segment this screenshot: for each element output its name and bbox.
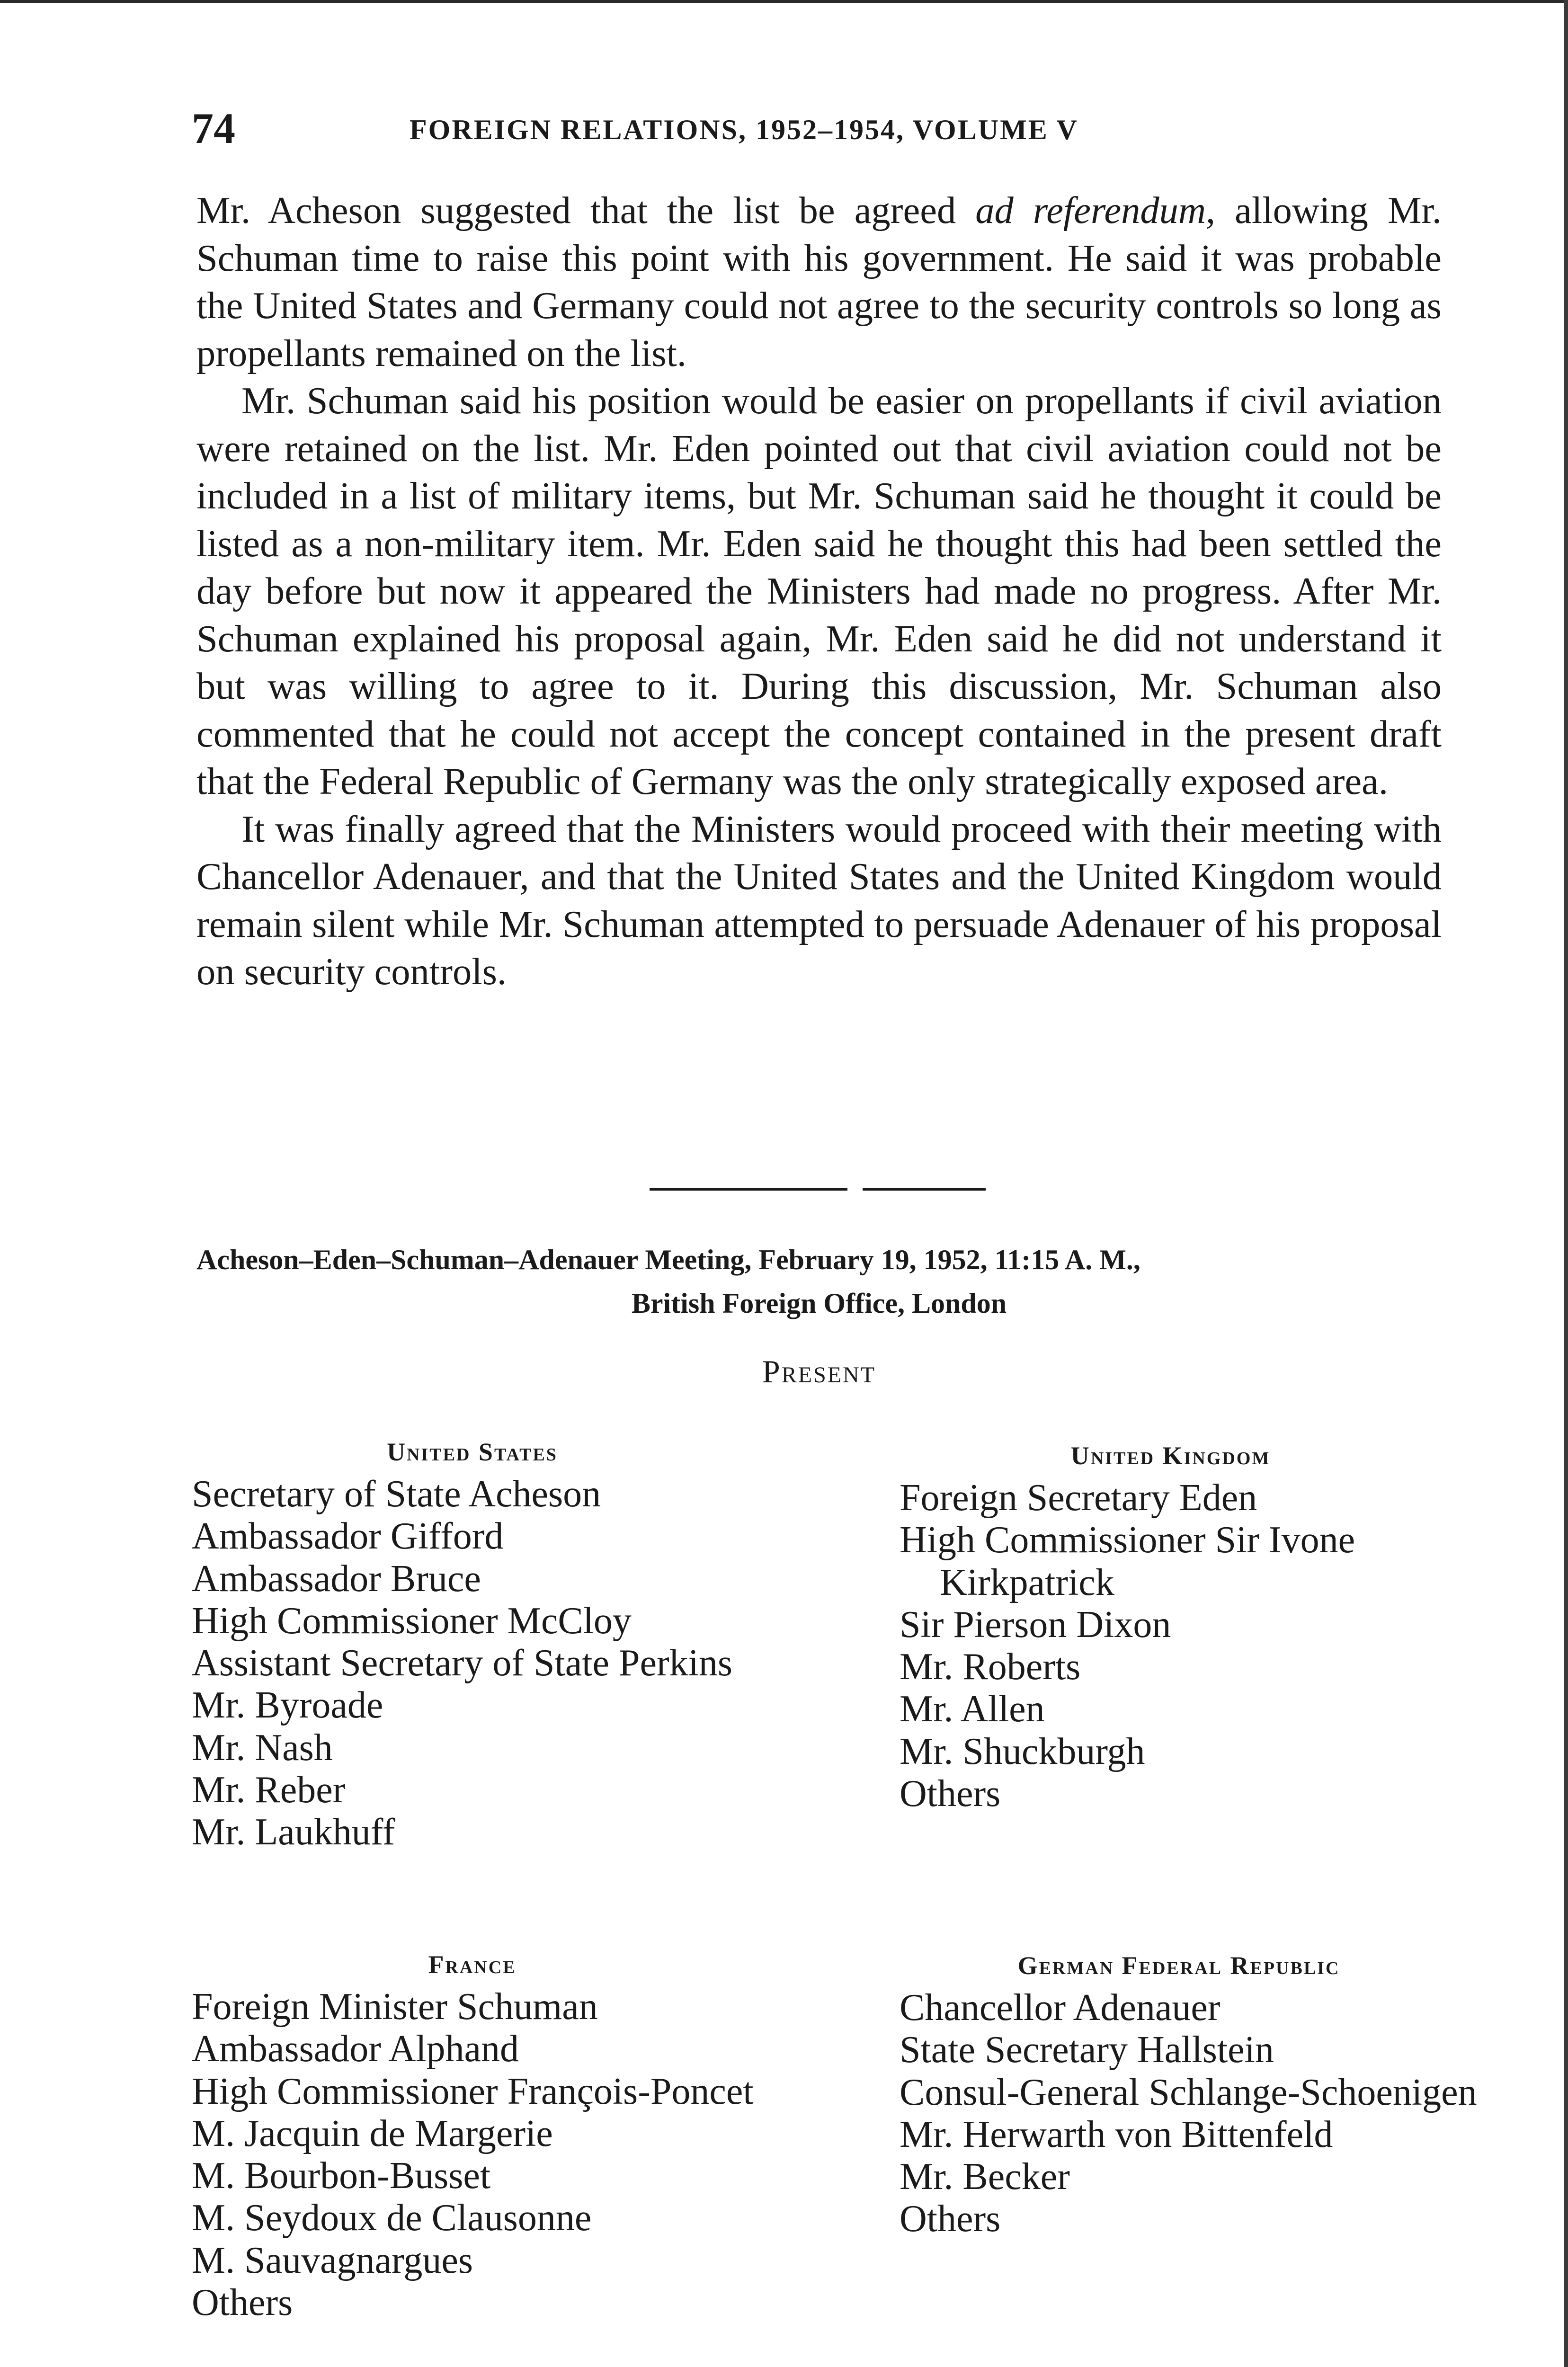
member-name: Chancellor Adenauer: [900, 1987, 1221, 2029]
member-name: High Commissioner McCloy: [192, 1600, 632, 1642]
page-right-edge: [1564, 0, 1568, 2367]
paragraph-1-italic: ad referendum: [975, 189, 1206, 231]
page-number: 74: [192, 104, 235, 152]
member-name: Mr. Becker: [900, 2156, 1070, 2198]
member-name: State Secretary Hallstein: [900, 2029, 1274, 2071]
member-name: Mr. Nash: [192, 1726, 333, 1769]
member-name: M. Seydoux de Clausonne: [192, 2197, 592, 2239]
delegation-german-federal-republic: [900, 1944, 1515, 2241]
present-label: Present: [762, 1353, 876, 1389]
member-name: M. Bourbon-Busset: [192, 2155, 491, 2197]
member-name: Foreign Secretary Eden: [900, 1477, 1257, 1519]
member-name: Secretary of State Acheson: [192, 1473, 601, 1515]
member-name: Ambassador Bruce: [192, 1557, 481, 1600]
member-name: Mr. Byroade: [192, 1684, 383, 1726]
meeting-heading-line-1: Acheson–Eden–Schuman–Adenauer Meeting, February 19, 1952, 11:15 A. M.,: [196, 1244, 1140, 1275]
member-name: Others: [900, 2198, 1001, 2240]
member-list: [192, 1986, 807, 2324]
paragraph-1-after: , allowing Mr. Schuman time to raise this point with his government. He said it was probable the United States and Germany could not agree to the security controls so long as propellants remained on the list.: [196, 189, 1442, 374]
member-name: Foreign Minister Schuman: [192, 1986, 598, 2028]
page-top-edge: [0, 0, 1568, 3]
section-separator-left: [650, 1188, 847, 1191]
member-name: Mr. Roberts: [900, 1646, 1081, 1688]
delegation-france: [192, 1943, 807, 2324]
delegation-title: United States: [387, 1438, 558, 1466]
member-name: Mr. Herwarth von Bittenfeld: [900, 2113, 1333, 2155]
meeting-heading: [196, 1238, 1442, 1325]
paragraph-1-before: Mr. Acheson suggested that the list be agreed: [196, 189, 976, 231]
member-name: Mr. Allen: [900, 1688, 1045, 1730]
member-name: Others: [900, 1773, 1001, 1815]
member-name: Mr. Shuckburgh: [900, 1730, 1145, 1772]
body-text: [196, 187, 1442, 996]
section-separator-right: [863, 1188, 986, 1191]
member-name: Mr. Reber: [192, 1769, 346, 1811]
paragraph-3: It was finally agreed that the Ministers would proceed with their meeting with Chancellor Adenauer, and that the United States and the United Kingdom would remain silent while Mr. Schuman attempted to persuade Adenauer of his proposal on security controls.: [196, 808, 1442, 993]
member-list: [900, 1987, 1515, 2241]
member-name: Others: [192, 2282, 293, 2324]
running-title: FOREIGN RELATIONS, 1952–1954, VOLUME V: [410, 114, 1078, 145]
delegation-title: United Kingdom: [1070, 1442, 1271, 1470]
member-name: Mr. Laukhuff: [192, 1811, 395, 1853]
running-head: [192, 103, 1446, 155]
member-name: Ambassador Gifford: [192, 1515, 504, 1557]
delegation-united-kingdom: [900, 1434, 1515, 1815]
paragraph-2: Mr. Schuman said his position would be easier on propellants if civil aviation were retained on the list. Mr. Eden pointed out that civil aviation could not be included in a list of military items, but Mr. Schuman said he thought it could be listed as a non-military item. Mr. Eden said he thought this had been settled the day before but now it appeared the Ministers had made no progress. After Mr. Schuman explained his proposal again, Mr. Eden said he did not understand it but was willing to agree to it. During this discussion, Mr. Schuman also commented that he could not accept the concept contained in the present draft that the Federal Republic of Germany was the only strategically exposed area.: [196, 380, 1442, 802]
member-name: Assistant Secretary of State Perkins: [192, 1642, 732, 1684]
member-name: M. Jacquin de Margerie: [192, 2112, 553, 2154]
delegation-united-states: [192, 1431, 807, 1854]
member-list: [900, 1477, 1515, 1815]
meeting-heading-line-2: British Foreign Office, London: [631, 1288, 1007, 1319]
member-name: High Commissioner François-Poncet: [192, 2070, 754, 2112]
member-name: M. Sauvagnargues: [192, 2239, 473, 2281]
paragraph-1: [196, 187, 1442, 377]
member-list: [192, 1473, 807, 1854]
member-name: Consul-General Schlange-Schoenigen: [900, 2071, 1477, 2113]
delegation-title: German Federal Republic: [1017, 1951, 1340, 1980]
member-name: High Commissioner Sir Ivone Kirkpatrick: [900, 1519, 1355, 1603]
member-name: Sir Pierson Dixon: [900, 1603, 1171, 1646]
member-name: Ambassador Alphand: [192, 2028, 519, 2070]
delegation-title: France: [428, 1950, 517, 1979]
